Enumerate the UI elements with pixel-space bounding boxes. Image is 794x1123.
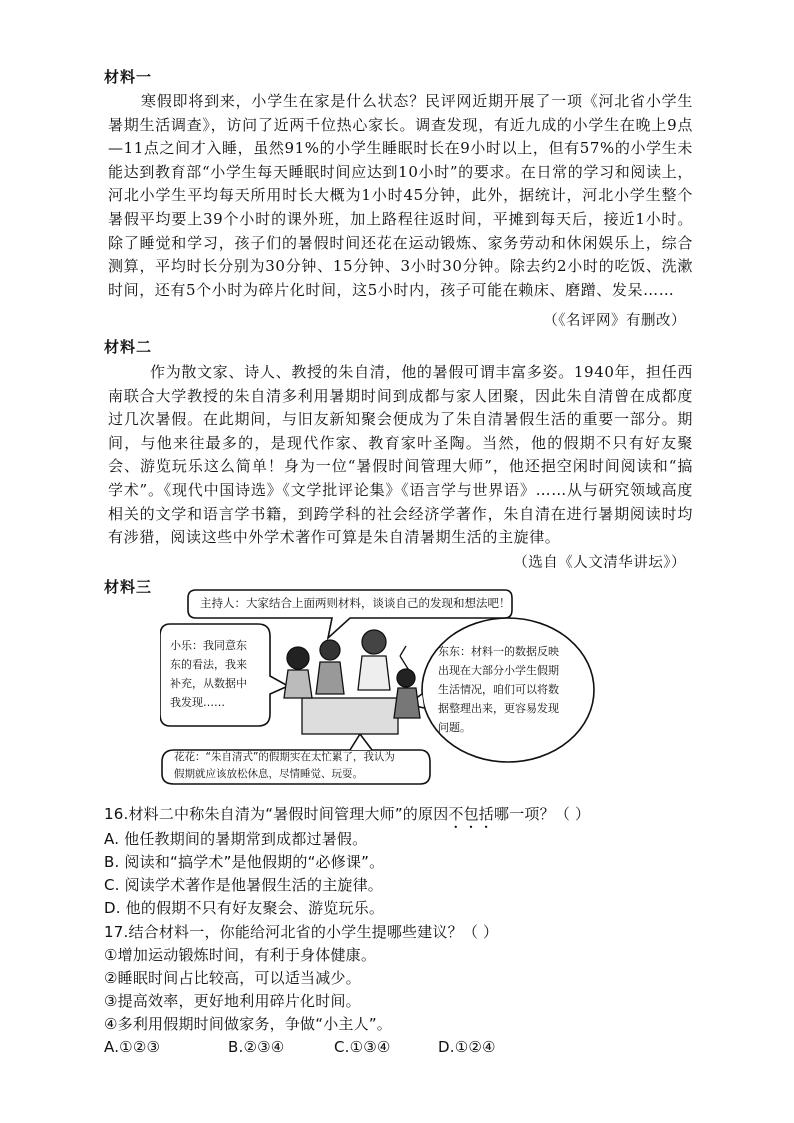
- material2-heading: 材料二: [104, 338, 153, 356]
- xiaole-line: 我发现……: [170, 696, 225, 709]
- q16-option-c: C. 阅读学术著作是他暑假生活的主旋律。: [104, 876, 384, 894]
- dongdong-line: 生活情况，咱们可以将数: [438, 683, 559, 696]
- q17-item-3: ③提高效率，更好地利用碎片化时间。: [104, 992, 361, 1010]
- host-speech: 主持人：大家结合上面两则材料，谈谈自己的发现和想法吧！: [200, 596, 511, 610]
- material2-text: 作为散文家、诗人、教授的朱自清，他的暑假可谓丰富多姿。1940年，担任西南联合大学教授的朱自清多利用暑期时间到成都与家人团聚，因此朱自清曾在成都度过几次暑假。在此期间，与旧友新知聚会便成为了朱自清暑假生活的重要一部分。期间，与他来往最多的，是现代作家、教育家叶圣陶。当然，他的假期不只有好友聚会、游览玩乐这么简单！身为一位“暑假时间管理大师”，他还挹空闲时间阅读和“搞学术”。《现代中国诗选》《文学批评论集》《语言学与世界语》……从与研究领域高度相关的文学和语言学书籍，到跨学科的社会经济学著作，朱自清在进行暑期阅读时均有涉猎，阅读这些中外学术著作可算是朱自清暑期生活的主旋律。: [108, 363, 693, 547]
- q17-option-b: B.②③④: [228, 1038, 285, 1056]
- material1-heading: 材料一: [104, 68, 153, 86]
- q16-stem-part: 16.材料二中称朱自清为“暑假时间管理大师”的原因: [104, 805, 449, 823]
- xiaole-line: 小乐：我同意东: [170, 639, 247, 652]
- material2-source: （选自《人文清华讲坛》）: [513, 555, 686, 571]
- huahua-speech: [174, 749, 395, 783]
- q16-option-a: A. 他任教期间的暑期常到成都过暑假。: [104, 830, 368, 848]
- huahua-line: 假期就应该放松休息，尽情睡觉、玩耍。: [174, 768, 363, 780]
- material3-heading: 材料三: [104, 578, 153, 596]
- q17-item-4: ④多利用假期时间做家务，争做“小主人”。: [104, 1015, 392, 1033]
- dongdong-line: 据整理出来，更容易发现: [438, 702, 559, 715]
- huahua-line: 花花：“朱自清式”的假期实在太忙累了，我认为: [174, 751, 395, 763]
- q17-option-a: A.①②③: [104, 1038, 161, 1056]
- comic-illustration: [160, 586, 640, 786]
- q16-stem-emphasis: 不包括: [448, 805, 495, 823]
- q16-stem-part: 哪一项？（ ）: [494, 805, 591, 823]
- material1-text: 寒假即将到来，小学生在家是什么状态？民评网近期开展了一项《河北省小学生暑期生活调查》，访问了近两千位热心家长。调查发现，有近九成的小学生在晚上9点—11点之间才入睡，虽然91%的小学生睡眠时长在9小时以上，但有57%的小学生未能达到教育部“小学生每天睡眠时间应达到10小时”的要求。在日常的学习和阅读上，河北小学生平均每天所用时长大概为1小时45分钟，此外，据统计，河北小学生整个暑假平均要上39个小时的课外班，加上路程往返时间，平摊到每天后，接近1小时。除了睡觉和学习，孩子们的暑假时间还花在运动锻炼、家务劳动和休闲娱乐上，综合测算，平均时长分别为30分钟、15分钟、3小时30分钟。除去约2小时的吃饭、洗漱时间，还有5个小时为碎片化时间，这5小时内，孩子可能在赖床、磨蹭、发呆……: [108, 92, 693, 299]
- q17-option-c: C.①③④: [334, 1038, 391, 1056]
- q17-item-1: ①增加运动锻炼时间，有利于身体健康。: [104, 946, 377, 964]
- material1-source: （《名评网》有删改）: [543, 313, 686, 329]
- dongdong-line: 问题。: [438, 721, 471, 734]
- xiaole-line: 补充，从数据中: [170, 677, 247, 690]
- q17-item-2: ②睡眠时间占比较高，可以适当减少。: [104, 969, 361, 987]
- q17-option-d: D.①②④: [438, 1038, 496, 1056]
- q16-option-d: D. 他的假期不只有好友聚会、游览玩乐。: [104, 899, 385, 917]
- q16-option-b: B. 阅读和“搞学术”是他假期的“必修课”。: [104, 853, 385, 871]
- xiaole-speech: [170, 636, 247, 712]
- dongdong-speech: [438, 642, 559, 737]
- dongdong-line: 东东：材料一的数据反映: [438, 645, 559, 658]
- question-17-stem: 17.结合材料一，你能给河北省的小学生提哪些建议？（ ）: [104, 923, 499, 941]
- xiaole-line: 东的看法，我来: [170, 658, 247, 671]
- dongdong-line: 出现在大部分小学生假期: [438, 664, 559, 677]
